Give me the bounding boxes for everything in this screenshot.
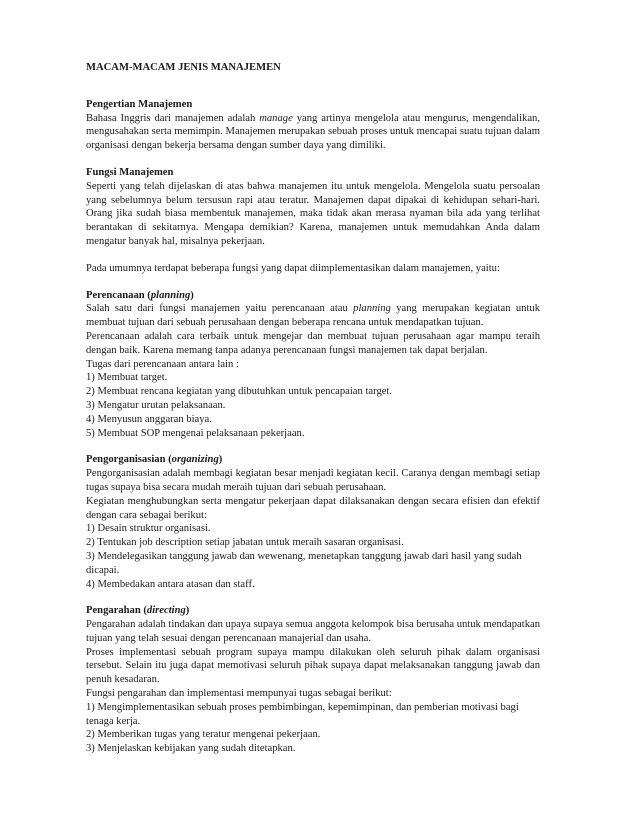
text-run: Salah satu dari fungsi manajemen yaitu perencanaan atau (86, 303, 354, 315)
spacer (86, 591, 540, 604)
paragraph-pengorganisasian-1: Pengorganisasian adalah membagi kegiatan besar menjadi kegiatan kecil. Caranya dengan membagi setiap tugas supaya bisa secara mudah meraih tujuan dari sebuah perusahaan. (86, 468, 540, 493)
list-item: 2) Membuat rencana kegiatan yang dibutuhkan untuk pencapaian target. (86, 386, 393, 398)
list-pengarahan (86, 701, 540, 756)
paragraph-perencanaan-1 (86, 302, 540, 330)
paragraph-perencanaan-3: Tugas dari perencanaan antara lain : (86, 358, 239, 370)
heading-text: ) (185, 605, 190, 617)
spacer (86, 153, 540, 166)
heading-text: ) (218, 454, 223, 466)
italic-term: planning (353, 303, 391, 315)
paragraph-pengertian (86, 112, 540, 153)
spacer (86, 440, 540, 453)
list-item: 2) Tentukan job description setiap jabatan untuk meraih sasaran organisasi. (86, 537, 404, 549)
text-run: Bahasa Inggris dari manajemen adalah (86, 112, 260, 124)
paragraph-pengarahan-3: Fungsi pengarahan dan implementasi mempunyai tugas sebagai berikut: (86, 688, 392, 700)
list-item: 3) Menjelaskan kebijakan yang sudah ditetapkan. (86, 743, 296, 755)
paragraph-pengarahan-2: Proses implementasi sebuah program supaya mampu dilakukan oleh seluruh pihak dalam organisasi tersebut. Selain itu juga dapat memotivasi seluruh pihak supaya dapat melaksanakan tanggung jawab dan penuh kesadaran. (86, 646, 540, 686)
list-item: 4) Membedakan antara atasan dan staff. (86, 578, 255, 590)
list-item: 1) Mengimplementasikan sebuah proses pembimbingan, kepemimpinan, dan pemberian motivasi bagi tenaga kerja. (86, 701, 519, 727)
list-item: 4) Menyusun anggaran biaya. (86, 413, 212, 425)
section-heading-perencanaan (86, 289, 540, 303)
paragraph-pengarahan-1: Pengarahan adalah tindakan dan upaya supaya semua anggota kelompok bisa berusaha untuk mendapatkan tujuan yang telah sesuai dengan perencanaan manajerial dan usaha. (86, 619, 540, 644)
text-run: yang merupakan kegiatan untuk membuat tujuan dari sebuah perusahaan dengan beberapa rencana untuk mendapatkan tujuan. (86, 303, 541, 329)
heading-text: Pengarahan ( (86, 605, 147, 617)
list-perencanaan (86, 371, 540, 440)
list-pengorganisasian (86, 522, 540, 591)
italic-term: manage (259, 112, 293, 124)
section-heading-pengarahan (86, 604, 540, 618)
heading-italic: organizing (171, 454, 219, 466)
paragraph-fungsi: Seperti yang telah dijelaskan di atas bahwa manajemen itu untuk mengelola. Mengelola suatu persoalan yang sebelumnya belum tersusun rapi atau teratur. Manajemen dapat dipakai di kehidupan sehari-hari. Orang jika sudah biasa membentuk manajemen, maka tidak akan merasa nyaman bila ada yang terlihat berantakan di sekitarnya. Mengapa demikian? Karena, manajemen untuk memudahkan Anda dalam mengatur banyak hal, misalnya pekerjaan. (86, 180, 540, 247)
list-item: 1) Desain struktur organisasi. (86, 523, 211, 535)
spacer (86, 75, 540, 98)
heading-text: Pengorganisasian ( (86, 454, 172, 466)
section-heading-pengorganisasian (86, 453, 540, 467)
document-title: MACAM-MACAM JENIS MANAJEMEN (86, 62, 281, 73)
list-item: 2) Memberikan tugas yang teratur mengenai pekerjaan. (86, 729, 321, 741)
heading-italic: directing (146, 605, 186, 617)
heading-italic: planning (150, 289, 191, 301)
paragraph-fungsi-intro: Pada umumnya terdapat beberapa fungsi yang dapat diimplementasikan dalam manajemen, yaitu: (86, 262, 500, 274)
paragraph-pengorganisasian-2: Kegiatan menghubungkan serta mengatur pekerjaan dapat dilaksanakan dengan secara efisien dan efektif dengan cara sebagai berikut: (86, 495, 540, 521)
list-item: 5) Membuat SOP mengenai pelaksanaan pekerjaan. (86, 427, 305, 439)
text-run: yang artinya mengelola atau mengurus, mengendalikan, mengusahakan serta memimpin. Manajemen merupakan sebuah proses untuk mencapai suatu tujuan dalam organisasi dengan bekerja bersama dengan sumber daya yang dimiliki. (86, 112, 540, 152)
spacer (86, 276, 540, 289)
list-item: 3) Mengatur urutan pelaksanaan. (86, 399, 226, 411)
document-page (86, 61, 540, 756)
list-item: 1) Membuat target. (86, 372, 168, 384)
list-item: 3) Mendelegasikan tanggung jawab dan wewenang, menetapkan tanggung jawab dari hasil yang sudah dicapai. (86, 550, 522, 576)
spacer (86, 249, 540, 262)
heading-text: ) (190, 289, 194, 301)
heading-text: Perencanaan ( (86, 289, 151, 301)
paragraph-perencanaan-2: Perencanaan adalah cara terbaik untuk mengejar dan membuat tujuan perusahaan agar mampu teraih dengan baik. Karena memang tanpa adanya perencanaan fungsi manajemen tak dapat berjalan. (86, 330, 540, 356)
section-heading-pengertian: Pengertian Manajemen (86, 98, 193, 110)
section-heading-fungsi: Fungsi Manajemen (86, 166, 174, 178)
